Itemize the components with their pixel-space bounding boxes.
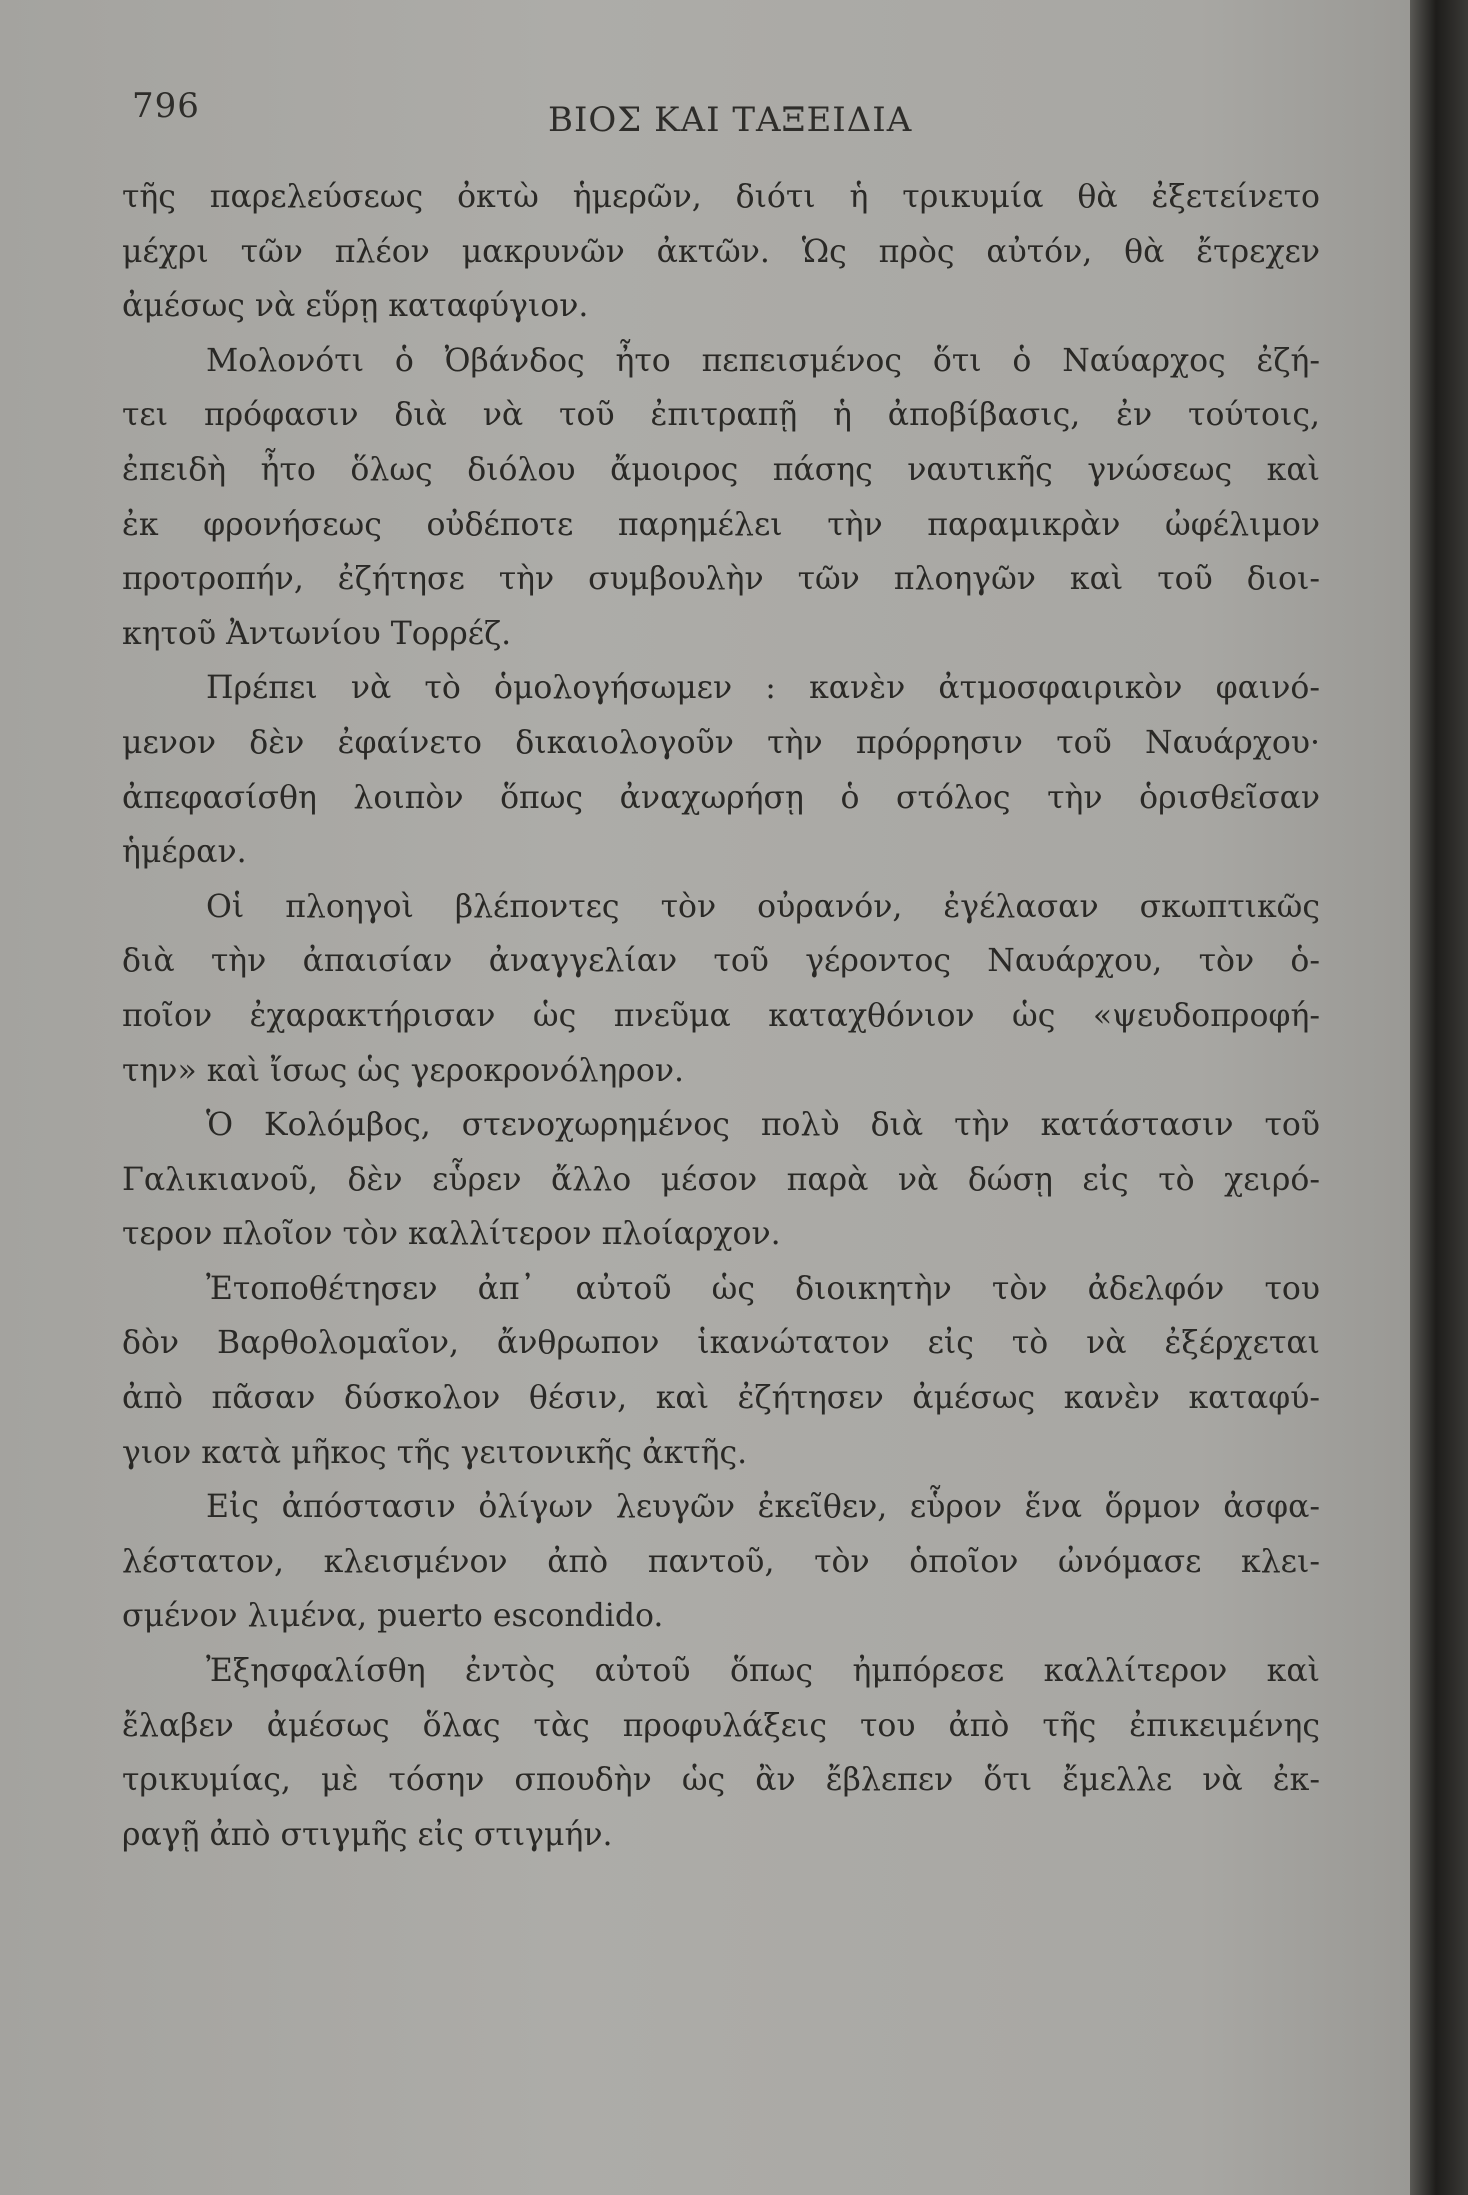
text-line: Γαλικιανοῦ, δὲν εὗρεν ἄλλο μέσον παρὰ νὰ δώσῃ εἰς τὸ χειρό-: [122, 1161, 1320, 1198]
text-line: κητοῦ Ἀντωνίου Τορρέζ.: [122, 615, 512, 652]
book-spine-shadow: [1410, 0, 1468, 2195]
text-line: τρικυμίας, μὲ τόσην σπουδὴν ὡς ἂν ἔβλεπεν ὅτι ἔμελλε νὰ ἐκ-: [122, 1762, 1320, 1799]
text-line: Μολονότι ὁ Ὀβάνδος ἦτο πεπεισμένος ὅτι ὁ Ναύαρχος ἐζή-: [206, 342, 1320, 379]
text-line: τῆς παρελεύσεως ὀκτὼ ἡμερῶν, διότι ἡ τρικυμία θὰ ἐξετείνετο: [122, 179, 1320, 215]
text-line: ἀπεφασίσθη λοιπὸν ὅπως ἀναχωρήσῃ ὁ στόλος τὴν ὁρισθεῖσαν: [122, 779, 1320, 816]
running-head: ΒΙΟΣ ΚΑΙ ΤΑΞΕΙΔΙΑ: [548, 100, 913, 140]
text-line: ἡμέραν.: [122, 834, 247, 871]
body-text: [122, 170, 1320, 1862]
text-line: προτροπήν, ἐζήτησε τὴν συμβουλὴν τῶν πλοηγῶν καὶ τοῦ διοι-: [122, 561, 1320, 598]
text-line: μενον δὲν ἐφαίνετο δικαιολογοῦν τὴν πρόρρησιν τοῦ Ναυάρχου·: [122, 724, 1320, 761]
text-line: τει πρόφασιν διὰ νὰ τοῦ ἐπιτραπῇ ἡ ἀποβίβασις, ἐν τούτοις,: [122, 397, 1320, 434]
text-line: μέχρι τῶν πλέον μακρυνῶν ἀκτῶν. Ὡς πρὸς αὐτόν, θὰ ἔτρεχεν: [122, 233, 1320, 270]
text-line: Ἐτοποθέτησεν ἀπ᾽ αὐτοῦ ὡς διοικητὴν τὸν ἀδελφόν του: [206, 1270, 1320, 1307]
text-line: ἀμέσως νὰ εὕρῃ καταφύγιον.: [122, 288, 589, 325]
text-line: Οἱ πλοηγοὶ βλέποντες τὸν οὐρανόν, ἐγέλασαν σκωπτικῶς: [206, 888, 1320, 925]
text-line: γιον κατὰ μῆκος τῆς γειτονικῆς ἀκτῆς.: [122, 1434, 748, 1471]
text-line: ραγῇ ἀπὸ στιγμῆς εἰς στιγμήν.: [122, 1816, 613, 1853]
text-line: ποῖον ἐχαρακτήρισαν ὡς πνεῦμα καταχθόνιον ὡς «ψευδοπροφή-: [122, 997, 1320, 1034]
text-line: ἐκ φρονήσεως οὐδέποτε παρημέλει τὴν παραμικρὰν ὠφέλιμον: [122, 506, 1320, 543]
text-line: λέστατον, κλεισμένον ἀπὸ παντοῦ, τὸν ὁποῖον ὠνόμασε κλει-: [122, 1543, 1320, 1580]
text-line: ἀπὸ πᾶσαν δύσκολον θέσιν, καὶ ἐζήτησεν ἀμέσως κανὲν καταφύ-: [122, 1380, 1320, 1417]
text-line: Ἐξησφαλίσθη ἐντὸς αὐτοῦ ὅπως ἠμπόρεσε καλλίτερον καὶ: [206, 1653, 1320, 1690]
text-line: Εἰς ἀπόστασιν ὀλίγων λευγῶν ἐκεῖθεν, εὗρον ἕνα ὅρμον ἀσφα-: [206, 1489, 1320, 1526]
text-line: διὰ τὴν ἀπαισίαν ἀναγγελίαν τοῦ γέροντος Ναυάρχου, τὸν ὁ-: [122, 943, 1320, 980]
text-line: τερον πλοῖον τὸν καλλίτερον πλοίαρχον.: [122, 1216, 781, 1253]
text-line: Πρέπει νὰ τὸ ὁμολογήσωμεν : κανὲν ἀτμοσφαιρικὸν φαινό-: [206, 670, 1320, 707]
text-line: ἔλαβεν ἀμέσως ὅλας τὰς προφυλάξεις του ἀπὸ τῆς ἐπικειμένης: [122, 1707, 1320, 1744]
text-line: την» καὶ ἴσως ὡς γεροκρονόληρον.: [122, 1052, 684, 1089]
text-line: Ὁ Κολόμβος, στενοχωρημένος πολὺ διὰ τὴν κατάστασιν τοῦ: [206, 1107, 1320, 1144]
page-number: 796: [132, 86, 200, 126]
text-line: σμένον λιμένα, puerto escondido.: [122, 1598, 664, 1635]
text-line: δὸν Βαρθολομαῖον, ἄνθρωπον ἱκανώτατον εἰς τὸ νὰ ἐξέρχεται: [122, 1325, 1320, 1362]
text-line: ἐπειδὴ ἦτο ὅλως διόλου ἄμοιρος πάσης ναυτικῆς γνώσεως καὶ: [122, 451, 1320, 488]
